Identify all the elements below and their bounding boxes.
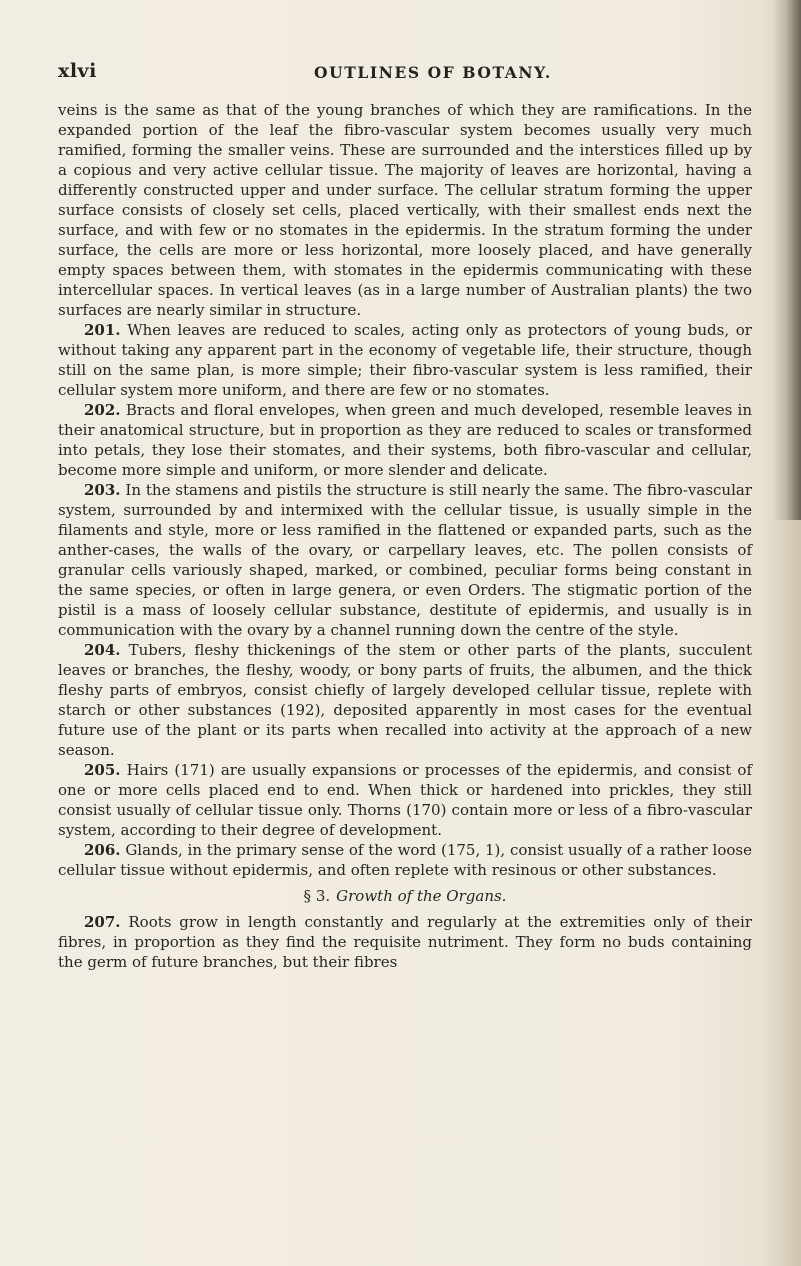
paragraph-text: Bracts and floral envelopes, when green and much developed, resemble leaves in their anatomical structure, but in proportion as they are reduced to scales or transformed into petals, they lose their stomates, and their systems, both fibro-vascular and cellular, become more simple and uniform, or more slender and delicate. — [58, 401, 752, 479]
page-number: xlvi — [58, 60, 97, 82]
page-body — [58, 100, 752, 972]
paragraph-text: Hairs (171) are usually expansions or processes of the epidermis, and consist of one or more cells placed end to end. When thick or hardened into prickles, they still consist usually of cellular tissue only. Thorns (170) contain more or less of a fibro-vascular system, according to their degree of development. — [58, 761, 752, 839]
page-edge-shadow — [773, 0, 801, 520]
paragraph-number: 206. — [84, 841, 121, 859]
paragraph-201 — [58, 320, 752, 400]
page-header — [58, 60, 748, 90]
paragraph-number: 205. — [84, 761, 121, 779]
paragraph-204 — [58, 640, 752, 760]
paragraph-206 — [58, 840, 752, 880]
running-title: OUTLINES OF BOTANY. — [314, 63, 552, 82]
paragraph-text: Tubers, fleshy thickenings of the stem or other parts of the plants, succulent leaves or branches, the fleshy, woody, or bony parts of fruits, the albumen, and the thick fleshy parts of embryos, consist chiefly of largely developed cellular tissue, replete with starch or other substances (192), deposited apparently in most cases for the eventual future use of the plant or its parts when recalled into activity at the approach of a new season. — [58, 641, 752, 759]
section-heading — [58, 886, 752, 906]
paragraph-number: 202. — [84, 401, 121, 419]
paragraph-continued — [58, 100, 752, 320]
paragraph-number: 204. — [84, 641, 121, 659]
paragraph-text: Glands, in the primary sense of the word (175, 1), consist usually of a rather loose cellular tissue without epidermis, and often replete with resinous or other substances. — [58, 841, 752, 879]
paragraph-number: 207. — [84, 913, 121, 931]
paragraph-text: Roots grow in length constantly and regularly at the extremities only of their fibres, in proportion as they find the requisite nutriment. They form no buds containing the germ of future branches, but their fibres — [58, 913, 753, 971]
paragraph-205 — [58, 760, 752, 840]
section-title: Growth of the Organs. — [336, 887, 507, 905]
paragraph-203 — [58, 480, 752, 640]
paragraph-202 — [58, 400, 752, 480]
paragraph-text: When leaves are reduced to scales, acting only as protectors of young buds, or without taking any apparent part in the economy of vegetable life, their structure, though still on the same plan, is more simple; their fibro-vascular system is less ramified, their cellular system more uniform, and there are few or no stomates. — [58, 321, 752, 399]
section-number: § 3. — [303, 887, 331, 905]
paragraph-207 — [58, 912, 752, 972]
paragraph-text: In the stamens and pistils the structure is still nearly the same. The fibro-vascular system, surrounded by and intermixed with the cellular tissue, is usually simple in the filaments and style, more or less ramified in the flattened or expanded parts, such as the anther-cases, the walls of the ovary, or carpellary leaves, etc. The pollen consists of granular cells variously shaped, marked, or combined, peculiar forms being constant in the same species, or often in large genera, or even Orders. The stigmatic portion of the pistil is a mass of loosely cellular substance, destitute of epidermis, and usually is in communication with the ovary by a channel running down the centre of the style. — [58, 481, 752, 639]
paragraph-number: 203. — [84, 481, 121, 499]
paragraph-text: veins is the same as that of the young branches of which they are ramifications. In the expanded portion of the leaf the fibro-vascular system becomes usually very much ramified, forming the smaller veins. These are surrounded and the interstices filled up by a copious and very active cellular tissue. The majority of leaves are horizontal, having a differently constructed upper and under surface. The cellular stratum forming the upper surface consists of closely set cells, placed vertically, with their smallest ends next the surface, and with few or no stomates in the epidermis. In the stratum forming the under surface, the cells are more or less horizontal, more loosely placed, and have generally empty spaces between them, with stomates in the epidermis communicating with these intercellular spaces. In vertical leaves (as in a large number of Australian plants) the two surfaces are nearly similar in structure. — [58, 101, 752, 319]
paragraph-number: 201. — [84, 321, 121, 339]
